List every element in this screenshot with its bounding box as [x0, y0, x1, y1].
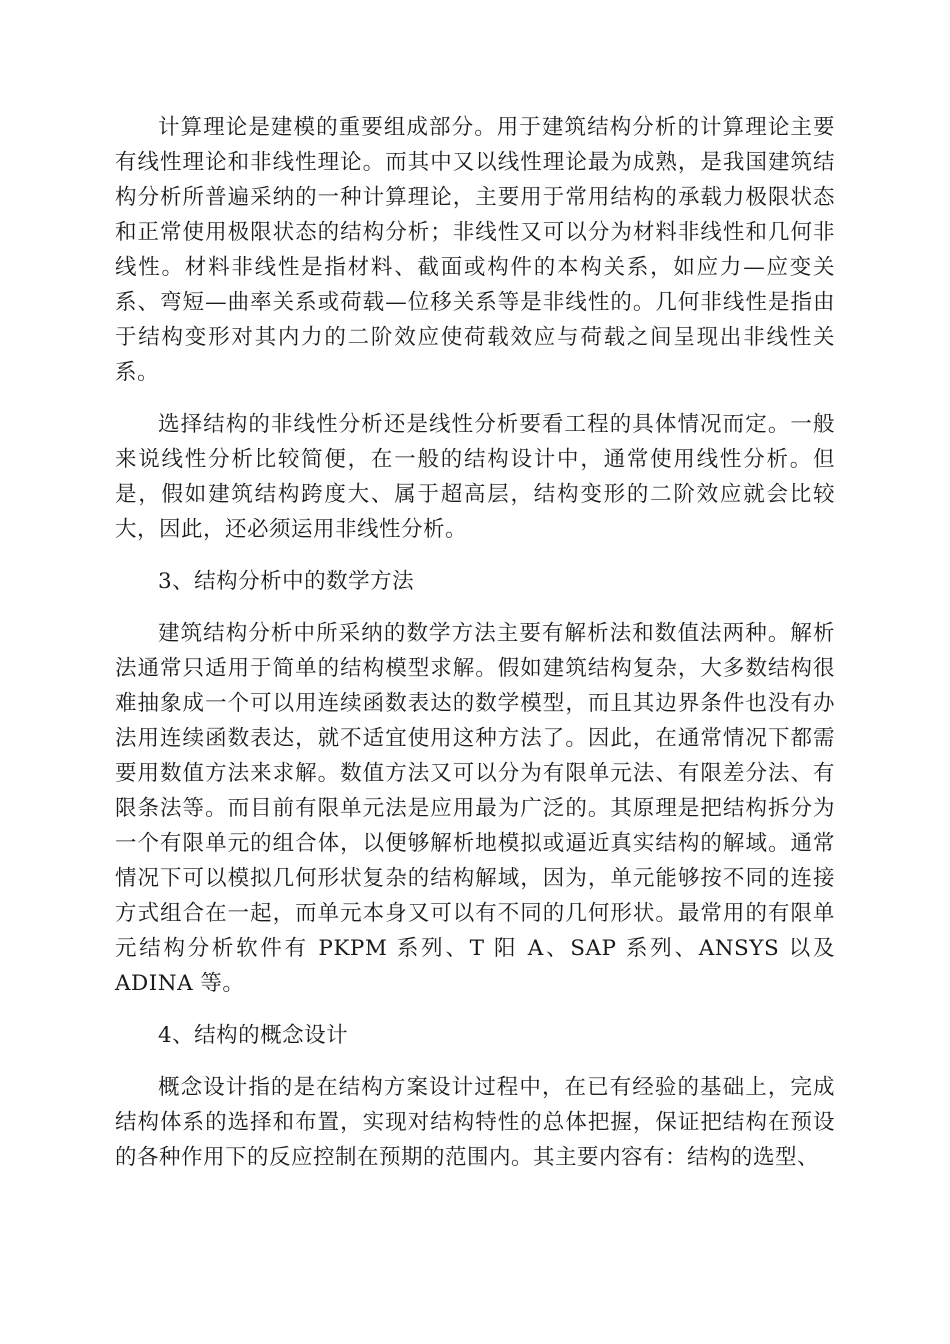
paragraph-math-methods: 建筑结构分析中所采纳的数学方法主要有解析法和数值法两种。解析法通常只适用于简单的结构模型求解。假如建筑结构复杂，大多数结构很难抽象成一个可以用连续函数表达的数学模型，而且其边界条件也没有办法用连续函数表达，就不适宜使用这种方法了。因此，在通常情况下都需要用数值方法来求解。数值方法又可以分为有限单元法、有限差分法、有限条法等。而目前有限单元法是应用最为广泛的。其原理是把结构拆分为一个有限单元的组合体，以便够解析地模拟或逼近真实结构的解域。通常情况下可以模拟几何形状复杂的结构解域，因为，单元能够按不同的连接方式组合在一起，而单元本身又可以有不同的几何形状。最常用的有限单元结构分析软件有 PKPM 系列、T 阳 A、SAP 系列、ANSYS 以及 ADINA 等。 [115, 621, 835, 996]
section-heading-concept-design: 4、结构的概念设计 [158, 1023, 349, 1048]
paragraph-calculation-theory: 计算理论是建模的重要组成部分。用于建筑结构分析的计算理论主要有线性理论和非线性理论。而其中又以线性理论最为成熟，是我国建筑结构分析所普遍采纳的一种计算理论，主要用于常用结构的承载力极限状态和正常使用极限状态的结构分析；非线性又可以分为材料非线性和几何非线性。材料非线性是指材料、截面或构件的本构关系，如应力—应变关系、弯短—曲率关系或荷载—位移关系等是非线性的。几何非线性是指由于结构变形对其内力的二阶效应使荷载效应与荷载之间呈现出非线性关系。 [115, 115, 835, 385]
paragraph-concept-design: 概念设计指的是在结构方案设计过程中，在已有经验的基础上，完成结构体系的选择和布置，实现对结构特性的总体把握，保证把结构在预设的各种作用下的反应控制在预期的范围内。其主要内容有：结构的选型、 [115, 1075, 835, 1170]
section-heading-math-methods: 3、结构分析中的数学方法 [158, 569, 415, 594]
paragraph-linear-vs-nonlinear: 选择结构的非线性分析还是线性分析要看工程的具体情况而定。一般来说线性分析比较简便，在一般的结构设计中，通常使用线性分析。但是，假如建筑结构跨度大、属于超高层，结构变形的二阶效应就会比较大，因此，还必须运用非线性分析。 [115, 412, 835, 542]
document-body [115, 110, 835, 1192]
